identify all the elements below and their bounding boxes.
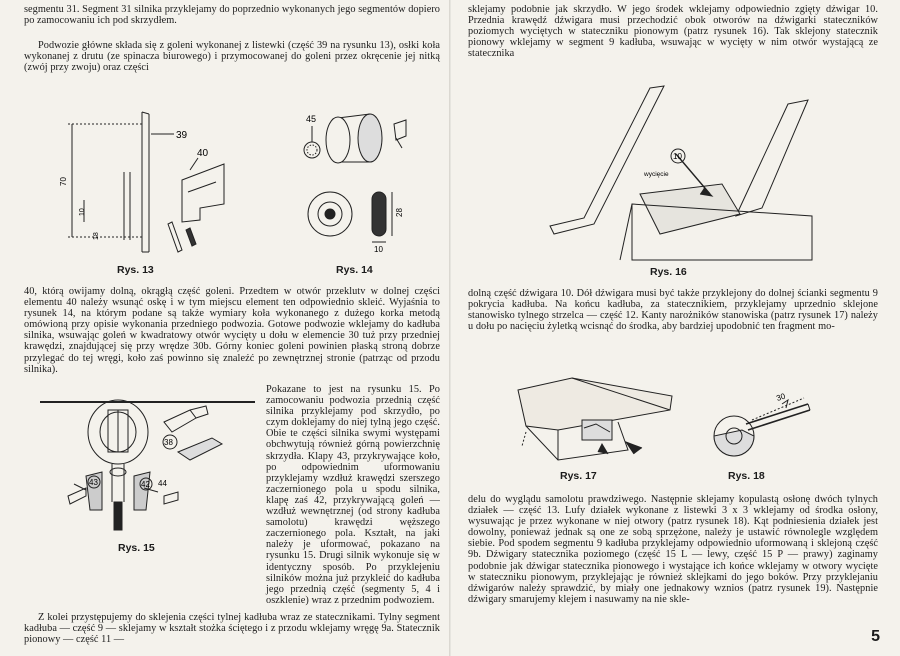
fig15-label-38: 38 bbox=[164, 438, 173, 447]
figure-14-caption: Rys. 14 bbox=[336, 264, 373, 276]
figure-13-drawing bbox=[50, 112, 250, 262]
page-gutter bbox=[449, 0, 451, 656]
right-paragraph-2: dolną część dźwigara 10. Dół dźwigara musi być także przyklejony do dolnej ścianki segmentu 9 pokrycia kadłuba. Na końcu kadłuba, za statecznikiem, przyklejamy uprzednio sklejone stanowisko tylnego strzelca — część 12. Kanty narożników stanowiska (patrz rysunek 17) należy u dołu po nacięciu żyletką wcisnąć do środka, aby bardziej upodobnić ten fragment mo- bbox=[468, 288, 878, 333]
left-paragraph-5: Z kolei przystępujemy do sklejenia części tylnej kadłuba wraz ze statecznikami. Tylny segment kadłuba — część 9 — sklejamy w kształt stożka ściętego i z przodu wklejamy wręgę 9a. Statecznik pionowy — część 11 — bbox=[24, 612, 440, 646]
figure-17-drawing bbox=[498, 370, 678, 470]
left-paragraph-1: segmentu 31. Segment 31 silnika przyklejamy do poprzednio wykonanych jego segmentów dopiero po zamocowaniu ich pod skrzydłem. bbox=[24, 4, 440, 27]
figure-15-caption: Rys. 15 bbox=[118, 542, 155, 554]
fig14-label-45: 45 bbox=[306, 114, 317, 124]
fig13-label-70: 70 bbox=[59, 177, 68, 186]
fig15-label-44: 44 bbox=[158, 479, 167, 488]
fig16-label-cutout: wycięcie bbox=[644, 171, 669, 178]
left-paragraph-3: 40, którą owijamy dolną, okrągłą część goleni. Przedtem w otwór przeklutv w dolnej części elementu 40 należy wsunąć oskę i w tym miejscu element ten odpowiednio skleić. Wyjaśnia to rysunek 14, na którym podane są także wymiary koła wykonanego z dużego korka metodą omówioną przy opisie wykonania przedniego podwozia. Gotowe podwozie wklejamy do kadłuba silnika, wsuwając goleń w kwadratowy otwór wycięty u dołu w elemencie 30 tuż przy przedniej krawędzi, znajdującej się przy wrędze 30b. Górny koniec goleni powinien płaską stroną dobrze przylegać do tej wręgi, koło zaś powinno się znaleźć po zewnętrznej stronie (patrząc od przodu silnika). bbox=[24, 286, 440, 375]
fig16-label-10: 10 bbox=[673, 152, 682, 161]
figure-18-drawing bbox=[712, 386, 832, 476]
left-paragraph-2: Podwozie główne składa się z goleni wykonanej z listewki (część 39 na rysunku 13), osłki koła wykonanej z drutu (ze spinacza biurowego) i przymocowanej do goleni przez okręcenie jej nitką (zwój przy zwoju) oraz części bbox=[24, 40, 440, 74]
fig13-label-10: 10 bbox=[79, 208, 86, 216]
page-number: 5 bbox=[871, 628, 880, 645]
figure-13-caption: Rys. 13 bbox=[117, 264, 154, 276]
figure-18-caption: Rys. 18 bbox=[728, 470, 765, 482]
figure-17-caption: Rys. 17 bbox=[560, 470, 597, 482]
right-paragraph-1: sklejamy podobnie jak skrzydło. W jego środek wklejamy odpowiednio zgięty dźwigar 10. Przednia krawędź dźwigara musi przechodzić obok otworów na dźwigarki stateczników poziomych wyciętych w stateczniku pionowym (patrz rysunek 16). Tak sklejony statecznik pionowy wklejamy w segment 9 kadłuba, wsuwając w wycięty w nim otwór wystającą ze statecznika bbox=[468, 4, 878, 60]
figure-14-drawing bbox=[298, 110, 428, 254]
fig14-label-10: 10 bbox=[374, 245, 383, 254]
fig13-label-39: 39 bbox=[176, 130, 188, 141]
fig15-label-43: 43 bbox=[89, 478, 98, 487]
figure-16-drawing bbox=[540, 84, 820, 264]
fig18-label-30: 30 bbox=[775, 391, 787, 403]
fig14-label-28: 28 bbox=[395, 208, 404, 217]
figure-15-drawing bbox=[40, 392, 258, 532]
figure-16-caption: Rys. 16 bbox=[650, 266, 687, 278]
right-paragraph-3: delu do wyglądu samolotu prawdziwego. Następnie sklejamy kopulastą osłonę dwóch tylnych działek — część 13. Lufy działek wykonane z listewki 3 x 3 wklejamy od środka osłony, wysuwając je przez wykonane w niej otwory (patrz rysunek 18). Kąt podniesienia działek jest dowolny, ponieważ jednak są one ze sobą sprzężone, należy je ustawić równolegle względem siebie. Pod spodem segmentu 9 kadłuba przyklejamy odpowiednio uformowaną i sklejoną część 9b. Dźwigary statecznika poziomego (część 15 L — lewy, część 15 P — prawy) zaginamy podobnie jak dźwigar statecznika pionowego i wystające ich końce wklejamy w otwory wycięte w stateczniku pionowym, przyklejając je również sklejkami do jego boków. Przy przyklejaniu dźwigarów należy sprawdzić, by miały one jednakowy wznios (patrz rysunek 19). Następnie dźwigary smarujemy klejem i nasuwamy na nie skle- bbox=[468, 494, 878, 605]
fig13-label-40: 40 bbox=[197, 148, 209, 159]
left-paragraph-4: Pokazane to jest na rysunku 15. Po zamocowaniu podwozia przednią część silnika przyklejamy pod skrzydło, po czym doklejamy do niej tylną jego część. Obie te części silnika swymi występami obchwytują również górną powierzchnię skrzydła. Klapy 43, przykrywające koło, po odpowiednim uformowaniu przyklejamy wzdłuż krawędzi szerszego zaczernionego pola u spodu silnika, klapę zaś 42, przykrywającą goleń — wzdłuż wewnętrznej (od strony kadłuba samolotu) krawędzi węższego zaczernionego pola. Kształt, na jaki należy je uformować, pokazano na rysunku 15. Drugi silnik wykonuje się w identyczny sposób. Po przyklejeniu silników można już przykleić do kadłuba jego przednią część (segmenty 5, 4 i oszklenie) wraz z przednim podwoziem. bbox=[266, 384, 440, 606]
fig13-label-18: 18 bbox=[93, 232, 100, 240]
fig15-label-42: 42 bbox=[141, 480, 150, 489]
